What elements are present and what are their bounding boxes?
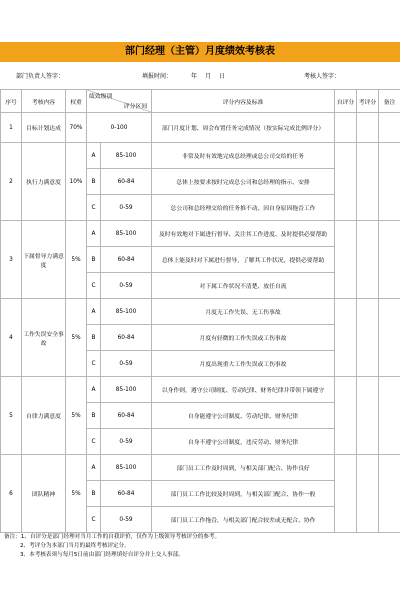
level-range: 0-59: [101, 507, 152, 533]
date-year: 年: [191, 73, 198, 80]
review-score-cell[interactable]: [357, 377, 379, 455]
header-self-score: 自评分: [335, 90, 357, 113]
level-range: 0-59: [101, 351, 152, 377]
level-label: A: [87, 299, 101, 325]
level-range: 85-100: [101, 143, 152, 169]
row-weight: 5%: [66, 377, 87, 455]
level-label: B: [87, 247, 101, 273]
level-range: 85-100: [101, 455, 152, 481]
level-label: A: [87, 143, 101, 169]
row-seq: 1: [1, 113, 22, 143]
table-row: [1, 113, 400, 143]
row-seq: 2: [1, 143, 22, 221]
level-criteria: 自身能遵守公司制度、劳动纪律、财务纪律: [152, 403, 335, 429]
level-criteria: 对下属工作状况不清楚、放任自流: [152, 273, 335, 299]
review-score-cell[interactable]: [357, 455, 379, 533]
header-item: 考核内容: [22, 90, 66, 113]
level-label: C: [87, 429, 101, 455]
level-criteria: 部门员工工作比较及时周到，与相关部门配合、协作一般: [152, 481, 335, 507]
remark-cell[interactable]: [379, 299, 400, 377]
level-range: 0-59: [101, 273, 152, 299]
level-label: B: [87, 325, 101, 351]
review-score-cell[interactable]: [357, 143, 379, 221]
note-line: 备注：1、自评分是部门经理对当月工作的自我评价，仅作为上级领导考核评分的参考。: [4, 534, 221, 540]
level-criteria: 部门员工工作及时周到，与相关部门配合、协作良好: [152, 455, 335, 481]
reviewer-signature-label: 考核人签字：: [304, 73, 341, 80]
remark-cell[interactable]: [379, 377, 400, 455]
row-item: 工作失误安全事故: [22, 299, 66, 377]
header-level: 绩效级别: [89, 94, 113, 100]
level-criteria: 总体上按要求按时完成总公司和总经理的指示、安排: [152, 169, 335, 195]
row-weight: 5%: [66, 299, 87, 377]
signature-line: [0, 70, 400, 84]
level-criteria: 自身不遵守公司制度，违反劳动、财务纪律: [152, 429, 335, 455]
row-weight: 5%: [66, 455, 87, 533]
form-title: 部门经理（主管）月度绩效考核表: [0, 42, 400, 62]
level-label: C: [87, 507, 101, 533]
row-item: 目标计划达成: [22, 113, 66, 143]
level-range: 60-84: [101, 403, 152, 429]
table-row: [1, 377, 400, 403]
self-score-cell[interactable]: [335, 299, 357, 377]
level-range: 60-84: [101, 247, 152, 273]
level-label: A: [87, 221, 101, 247]
row-range: 0-100: [87, 113, 152, 143]
row-criteria: 部门月度计划、周会布置任务完成情况（按实际完成比例评分）: [152, 113, 335, 143]
notes-section: [4, 533, 396, 560]
fill-date-label: 填报时间：: [142, 73, 173, 80]
date-day: 日: [219, 73, 226, 80]
remark-cell[interactable]: [379, 455, 400, 533]
level-range: 60-84: [101, 481, 152, 507]
level-criteria: 月度有轻微的工作失误或工伤事故: [152, 325, 335, 351]
self-score-cell[interactable]: [335, 221, 357, 299]
review-score-cell[interactable]: [357, 113, 379, 143]
row-weight: 70%: [66, 113, 87, 143]
level-criteria: 月度出现重大工作失误或工伤事故: [152, 351, 335, 377]
row-seq: 5: [1, 377, 22, 455]
header-range: 评分区间: [123, 104, 147, 110]
level-range: 85-100: [101, 221, 152, 247]
header-review-score: 考评分: [357, 90, 379, 113]
level-criteria: 以身作则，遵守公司制度、劳动纪律、财务纪律并带领下属遵守: [152, 377, 335, 403]
level-label: C: [87, 351, 101, 377]
evaluation-table: [0, 89, 400, 533]
row-seq: 3: [1, 221, 22, 299]
level-criteria: 月度无工作失误、无工伤事故: [152, 299, 335, 325]
note-line: 2、考评分为本部门当月的最终考核评定分。: [20, 543, 130, 549]
self-score-cell[interactable]: [335, 377, 357, 455]
header-weight: 权重: [66, 90, 87, 113]
date-month: 月: [205, 73, 212, 80]
level-criteria: 非常及时有效地完成总经理或总公司交给的任务: [152, 143, 335, 169]
level-label: A: [87, 377, 101, 403]
row-item: 自律力满意度: [22, 377, 66, 455]
self-score-cell[interactable]: [335, 455, 357, 533]
row-item: 执行力满意度: [22, 143, 66, 221]
level-label: B: [87, 403, 101, 429]
table-row: [1, 221, 400, 247]
self-score-cell[interactable]: [335, 143, 357, 221]
table-row: [1, 455, 400, 481]
level-criteria: 部门员工工作拖沓，与相关部门配合较差或无配合、协作: [152, 507, 335, 533]
row-weight: 10%: [66, 143, 87, 221]
level-range: 60-84: [101, 169, 152, 195]
level-label: C: [87, 273, 101, 299]
level-criteria: 及时有效地对下属进行督导、关注其工作进度、及时提供必要帮助: [152, 221, 335, 247]
row-seq: 4: [1, 299, 22, 377]
self-score-cell[interactable]: [335, 113, 357, 143]
level-label: B: [87, 481, 101, 507]
remark-cell[interactable]: [379, 221, 400, 299]
level-range: 60-84: [101, 325, 152, 351]
header-seq: 序号: [1, 90, 22, 113]
note-line: 3、本考核表须与每月5日前由部门经理填好自评分并上交人事部。: [20, 552, 184, 558]
row-item: 下属督导力满意度: [22, 221, 66, 299]
level-label: A: [87, 455, 101, 481]
level-criteria: 总公司和总经理交给的任务推不动、因自身原因拖沓工作: [152, 195, 335, 221]
table-row: [1, 143, 400, 169]
level-range: 0-59: [101, 195, 152, 221]
level-label: C: [87, 195, 101, 221]
remark-cell[interactable]: [379, 143, 400, 221]
review-score-cell[interactable]: [357, 299, 379, 377]
remark-cell[interactable]: [379, 113, 400, 143]
review-score-cell[interactable]: [357, 221, 379, 299]
header-remark: 备注: [379, 90, 400, 113]
level-range: 85-100: [101, 299, 152, 325]
row-item: 团队精神: [22, 455, 66, 533]
level-label: B: [87, 169, 101, 195]
dept-head-signature-label: 部门负责人签字：: [16, 73, 65, 80]
row-seq: 6: [1, 455, 22, 533]
row-weight: 5%: [66, 221, 87, 299]
level-range: 0-59: [101, 429, 152, 455]
level-range: 85-100: [101, 377, 152, 403]
header-row: [1, 90, 400, 113]
table-row: [1, 299, 400, 325]
header-criteria: 评分内容及标准: [152, 90, 335, 113]
header-level-range: [87, 90, 152, 113]
level-criteria: 总体上能及时对下属进行督导，了解其工作状况，提供必要帮助: [152, 247, 335, 273]
